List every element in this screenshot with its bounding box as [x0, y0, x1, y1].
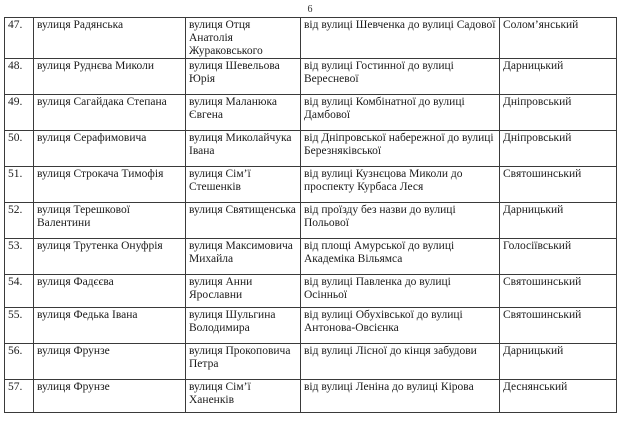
old-street-name: вулиця Фрунзе	[34, 344, 186, 380]
table-row	[5, 59, 617, 95]
street-range: від вулиці Гостинної до вулиці Вересневої	[301, 59, 500, 95]
old-street-name: вулиця Федька Івана	[34, 308, 186, 344]
table-row	[5, 344, 617, 380]
new-street-name: вулиця Анни Ярославни	[186, 275, 301, 308]
street-range: від вулиці Лісної до кінця забудови	[301, 344, 500, 380]
street-range: від вулиці Обухівської до вулиці Антонова-Овсієнка	[301, 308, 500, 344]
row-number: 54.	[5, 275, 34, 308]
street-range: від вулиці Леніна до вулиці Кірова	[301, 380, 500, 413]
table-row	[5, 167, 617, 203]
old-street-name: вулиця Терешкової Валентини	[34, 203, 186, 239]
table-row	[5, 275, 617, 308]
district-name: Дарницький	[500, 344, 617, 380]
table-row	[5, 95, 617, 131]
old-street-name: вулиця Строкача Тимофія	[34, 167, 186, 203]
old-street-name: вулиця Серафимовича	[34, 131, 186, 167]
table-row	[5, 239, 617, 275]
street-range: від площі Амурської до вулиці Академіка Вільямса	[301, 239, 500, 275]
new-street-name: вулиця Сім’ї Стешенків	[186, 167, 301, 203]
row-number: 57.	[5, 380, 34, 413]
street-range: від проїзду без назви до вулиці Польової	[301, 203, 500, 239]
district-name: Голосіївський	[500, 239, 617, 275]
street-range: від вулиці Кузнєцова Миколи до проспекту Курбаса Леся	[301, 167, 500, 203]
district-name: Дніпровський	[500, 95, 617, 131]
new-street-name: вулиця Святищенська	[186, 203, 301, 239]
row-number: 50.	[5, 131, 34, 167]
new-street-name: вулиця Маланюка Євгена	[186, 95, 301, 131]
row-number: 56.	[5, 344, 34, 380]
old-street-name: вулиця Радянська	[34, 18, 186, 59]
page-number: 6	[307, 4, 313, 15]
old-street-name: вулиця Фрунзе	[34, 380, 186, 413]
district-name: Святошинський	[500, 308, 617, 344]
new-street-name: вулиця Шевельова Юрія	[186, 59, 301, 95]
table-row	[5, 18, 617, 59]
street-range: від вулиці Шевченка до вулиці Садової	[301, 18, 500, 59]
row-number: 48.	[5, 59, 34, 95]
row-number: 52.	[5, 203, 34, 239]
new-street-name: вулиця Шульгина Володимира	[186, 308, 301, 344]
new-street-name: вулиця Максимовича Михайла	[186, 239, 301, 275]
table-row	[5, 203, 617, 239]
district-name: Дніпровський	[500, 131, 617, 167]
row-number: 53.	[5, 239, 34, 275]
street-renaming-table	[4, 17, 617, 413]
old-street-name: вулиця Руднєва Миколи	[34, 59, 186, 95]
old-street-name: вулиця Сагайдака Степана	[34, 95, 186, 131]
old-street-name: вулиця Фадєєва	[34, 275, 186, 308]
row-number: 55.	[5, 308, 34, 344]
district-name: Святошинський	[500, 167, 617, 203]
row-number: 47.	[5, 18, 34, 59]
table-row	[5, 131, 617, 167]
new-street-name: вулиця Миколайчука Івана	[186, 131, 301, 167]
street-range: від Дніпровської набережної до вулиці Березняківської	[301, 131, 500, 167]
district-name: Святошинський	[500, 275, 617, 308]
street-range: від вулиці Павленка до вулиці Осінньої	[301, 275, 500, 308]
new-street-name: вулиця Прокоповича Петра	[186, 344, 301, 380]
row-number: 49.	[5, 95, 34, 131]
district-name: Солом’янський	[500, 18, 617, 59]
table-row	[5, 380, 617, 413]
new-street-name: вулиця Сім’ї Ханенків	[186, 380, 301, 413]
old-street-name: вулиця Трутенка Онуфрія	[34, 239, 186, 275]
district-name: Дарницький	[500, 59, 617, 95]
table-row	[5, 308, 617, 344]
new-street-name: вулиця Отця Анатолія Жураковського	[186, 18, 301, 59]
district-name: Дарницький	[500, 203, 617, 239]
row-number: 51.	[5, 167, 34, 203]
street-range: від вулиці Комбінатної до вулиці Дамбової	[301, 95, 500, 131]
district-name: Деснянський	[500, 380, 617, 413]
